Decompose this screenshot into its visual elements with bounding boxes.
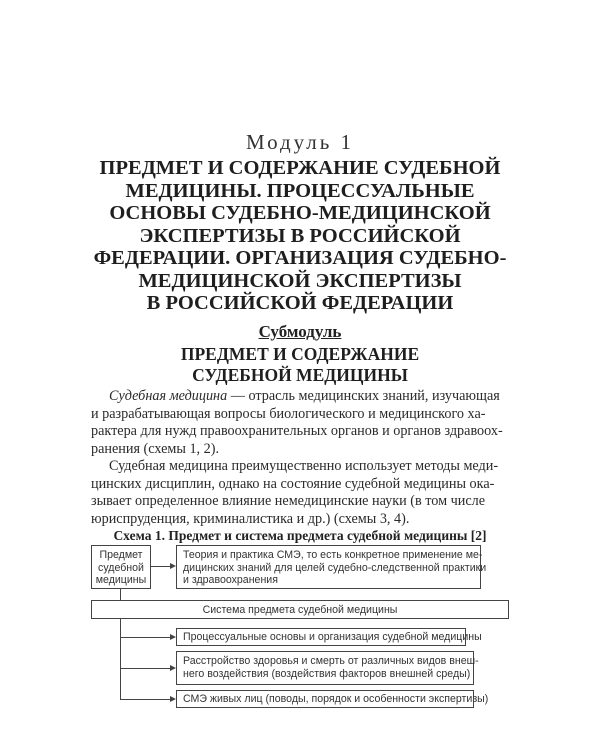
paragraph-line: Судебная медицина преимущественно использует методы меди- (109, 458, 499, 474)
scheme-box-subject (91, 545, 151, 589)
module-heading-line: ФЕДЕРАЦИИ. ОРГАНИЗАЦИЯ СУДЕБНО- (93, 247, 507, 269)
submodule-heading (0, 344, 600, 386)
paragraph-line: рактера для нужд правоохранительных органов и органов здравоох- (91, 423, 503, 439)
module-number: Модуль 1 (245, 130, 355, 154)
module-heading (60, 157, 540, 315)
connector-line (120, 637, 170, 638)
connector-line (120, 619, 121, 699)
scheme-box-health-death (176, 651, 479, 685)
paragraph-line (91, 388, 509, 406)
scheme-box-theory-practice (176, 545, 487, 589)
box-line: и здравоохранения (183, 574, 278, 587)
box-line: судебной (98, 561, 144, 574)
arrow-head (170, 634, 176, 640)
box-line: СМЭ живых лиц (поводы, порядок и особенности экспертизы) (183, 693, 489, 705)
connector-line (120, 589, 121, 600)
connector-line (120, 699, 170, 700)
arrow-head (170, 696, 176, 702)
box-line: Процессуальные основы и организация судебной медицины (183, 631, 482, 643)
box-line: Теория и практика СМЭ, то есть конкретное применение ме- (183, 549, 483, 561)
paragraph-line: ранения (схемы 1, 2). (91, 440, 220, 457)
paragraph-line: и разрабатывающая вопросы биологического и медицинского ха- (91, 405, 486, 422)
submodule-heading-line: СУДЕБНОЙ МЕДИЦИНЫ (192, 365, 408, 385)
module-heading-line: МЕДИЦИНСКОЙ ЭКСПЕРТИЗЫ (138, 269, 462, 292)
box-line: Предмет (99, 549, 143, 561)
scheme-box-procedural (176, 628, 482, 646)
scheme-title: Схема 1. Предмет и система предмета судебной медицины [2] (113, 528, 487, 543)
connector-line (120, 668, 170, 669)
paragraph-line-rest: — отрасль медицинских знаний, изучающая (227, 388, 500, 404)
box-line: Система предмета судебной медицины (202, 604, 398, 616)
module-heading-line: МЕДИЦИНЫ. ПРОЦЕССУАЛЬНЫЕ (125, 179, 475, 202)
submodule-heading-line: ПРЕДМЕТ И СОДЕРЖАНИЕ (180, 344, 420, 364)
box-line: медицины (95, 574, 147, 587)
box-line: дицинских знаний для целей судебно-следственной практики (183, 561, 487, 574)
box-line: него воздействия (воздействия факторов внешней среды) (183, 667, 471, 680)
connector-line (151, 566, 170, 567)
paragraph-line: зывает определенное влияние немедицинские науки (в том числе (91, 493, 486, 509)
paragraph-line: юриспруденция, криминалистика и др.) (схемы 3, 4). (91, 510, 410, 527)
defined-term: Судебная медицина (109, 388, 228, 404)
arrow-head (170, 563, 176, 569)
scheme-box-system (91, 600, 509, 619)
box-line: Расстройство здоровья и смерть от различных видов внеш- (183, 655, 479, 667)
arrow-head (170, 665, 176, 671)
paragraph-line: цинских дисциплин, однако на состояние судебной медицины ока- (91, 475, 495, 492)
module-heading-line: ОСНОВЫ СУДЕБНО-МЕДИЦИНСКОЙ (109, 202, 491, 224)
paragraph-definition (91, 388, 509, 458)
module-heading-line: В РОССИЙСКОЙ ФЕДЕРАЦИИ (146, 292, 454, 314)
paragraph-methods (91, 458, 509, 528)
scheme-box-living-persons (176, 690, 489, 708)
module-heading-line: ЭКСПЕРТИЗЫ В РОССИЙСКОЙ (139, 224, 461, 247)
module-heading-line: ПРЕДМЕТ И СОДЕРЖАНИЕ СУДЕБНОЙ (99, 157, 501, 179)
submodule-label: Субмодуль (258, 322, 342, 341)
